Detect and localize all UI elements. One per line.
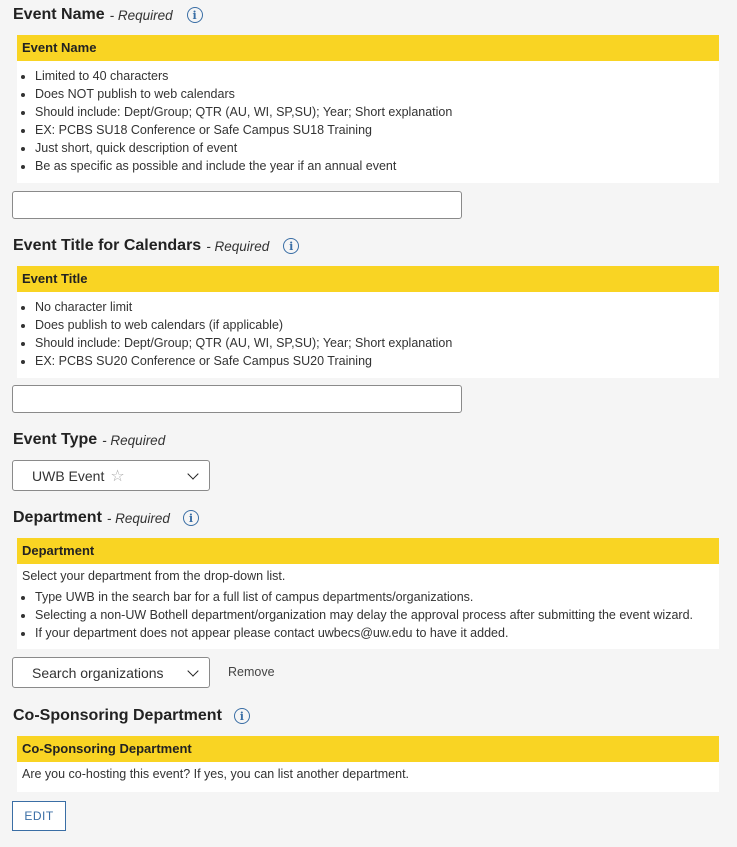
list-item: • Does publish to web calendars (if applicable) bbox=[35, 316, 719, 334]
event-type-selected: UWB Event bbox=[32, 467, 105, 484]
co-sponsor-banner: Co-Sponsoring Department bbox=[17, 736, 719, 762]
list-item: • EX: PCBS SU18 Conference or Safe Campus SU18 Training bbox=[35, 121, 719, 139]
co-sponsor-title: Co-Sponsoring Department bbox=[13, 707, 222, 724]
co-sponsor-help-card bbox=[17, 736, 719, 792]
event-title-heading bbox=[13, 237, 299, 255]
event-name-banner: Event Name bbox=[17, 35, 719, 61]
department-title: Department bbox=[13, 509, 102, 526]
event-name-guidelines bbox=[17, 67, 719, 175]
list-item: • Should include: Dept/Group; QTR (AU, WI, SP,SU); Year; Short explanation bbox=[35, 103, 719, 121]
chevron-down-icon bbox=[187, 665, 198, 676]
department-guidelines bbox=[17, 588, 719, 642]
event-title-banner: Event Title bbox=[17, 266, 719, 292]
list-item: • Limited to 40 characters bbox=[35, 67, 719, 85]
info-icon[interactable]: i bbox=[283, 238, 299, 254]
department-banner: Department bbox=[17, 538, 719, 564]
event-title-help-card bbox=[17, 266, 719, 378]
department-heading bbox=[13, 509, 199, 527]
co-sponsor-heading bbox=[13, 707, 250, 725]
event-type-select[interactable] bbox=[12, 460, 210, 491]
edit-button[interactable]: EDIT bbox=[12, 801, 66, 831]
list-item: • EX: PCBS SU20 Conference or Safe Campus SU20 Training bbox=[35, 352, 719, 370]
list-item: • Just short, quick description of event bbox=[35, 139, 719, 157]
department-intro: Select your department from the drop-down list. bbox=[22, 569, 286, 583]
department-search-label: Search organizations bbox=[32, 664, 164, 681]
list-item: • Be as specific as possible and include the year if an annual event bbox=[35, 157, 719, 175]
event-title-title: Event Title for Calendars bbox=[13, 237, 202, 254]
list-item: • If your department does not appear please contact uwbecs@uw.edu to have it added. bbox=[35, 624, 719, 642]
event-name-input[interactable] bbox=[12, 191, 462, 219]
co-sponsor-text: Are you co-hosting this event? If yes, you can list another department. bbox=[22, 767, 410, 781]
event-title-input[interactable] bbox=[12, 385, 462, 413]
event-title-guidelines bbox=[17, 298, 719, 370]
department-required: - Required bbox=[106, 510, 170, 526]
list-item: • Type UWB in the search bar for a full list of campus departments/organizations. bbox=[35, 588, 719, 606]
list-item: • Does NOT publish to web calendars bbox=[35, 85, 719, 103]
chevron-down-icon bbox=[187, 468, 198, 479]
remove-link[interactable]: Remove bbox=[228, 665, 275, 679]
list-item: • Should include: Dept/Group; QTR (AU, WI, SP,SU); Year; Short explanation bbox=[35, 334, 719, 352]
event-name-required: - Required bbox=[109, 7, 173, 23]
event-name-title: Event Name bbox=[13, 6, 105, 23]
event-type-heading bbox=[13, 431, 165, 449]
info-icon[interactable]: i bbox=[183, 510, 199, 526]
event-title-required: - Required bbox=[206, 238, 270, 254]
event-name-heading bbox=[13, 6, 203, 24]
list-item: • No character limit bbox=[35, 298, 719, 316]
event-type-title: Event Type bbox=[13, 431, 98, 448]
star-icon[interactable]: ☆ bbox=[110, 466, 125, 485]
list-item: • Selecting a non-UW Bothell department/organization may delay the approval process after submitting the event wizard. bbox=[35, 606, 719, 624]
info-icon[interactable]: i bbox=[234, 708, 250, 724]
event-type-required: - Required bbox=[102, 432, 166, 448]
department-help-card bbox=[17, 538, 719, 649]
info-icon[interactable]: i bbox=[187, 7, 203, 23]
event-name-help-card bbox=[17, 35, 719, 183]
department-search-select[interactable] bbox=[12, 657, 210, 688]
